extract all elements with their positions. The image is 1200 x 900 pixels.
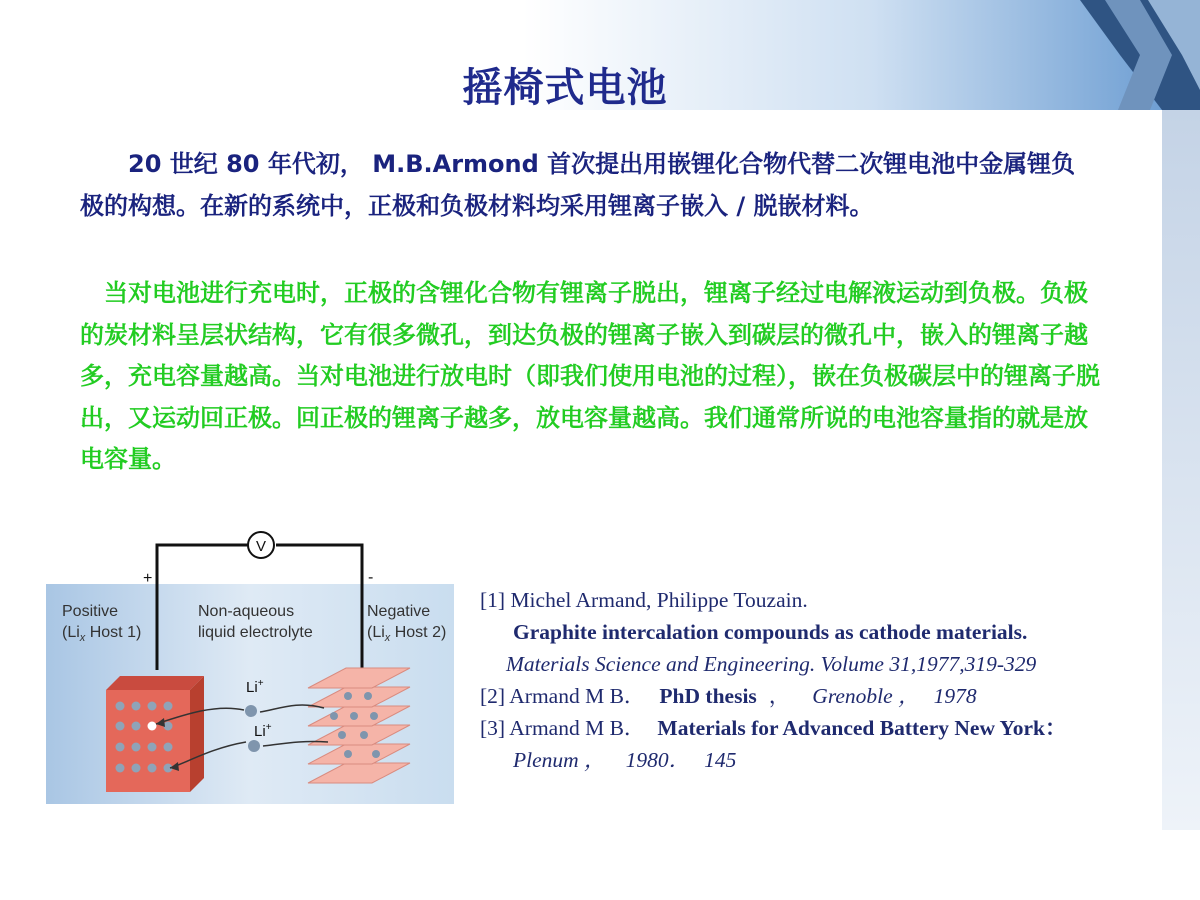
lithium-ion <box>248 740 260 752</box>
lithium-ion <box>245 705 257 717</box>
negative-host-label: ($Li_x$ Host 2) <box>367 624 447 644</box>
voltmeter-label: V <box>255 538 267 555</box>
references-list <box>480 584 1200 776</box>
ion-label-1: Li+ <box>246 678 264 696</box>
reference-1-title: Graphite intercalation compounds as cathode materials. <box>513 620 1028 644</box>
electrolyte-label-2: liquid electrolyte <box>198 624 313 641</box>
positive-label: Positive <box>62 603 119 620</box>
reference-3-publisher: Plenum ， 1980． 145 <box>513 748 737 772</box>
reference-2: [2] Armand M B． PhD thesis ， Grenoble ， 1978 <box>480 684 977 708</box>
charge-discharge-paragraph: 当对电池进行充电时，正极的含锂化合物有锂离子脱出，锂离子经过电解液运动到负极。负极的炭材料呈层状结构，它有很多微孔，到达负极的锂离子嵌入到碳层的微孔中，嵌入的锂离子越多，充电容量越高。当对电池进行放电时（即我们使用电池的过程），嵌在负极碳层中的锂离子脱出，又运动回正极。回正极的锂离子越多，放电容量越高。我们通常所说的电池容量指的就是放电容量。 <box>80 279 1100 473</box>
reference-1-authors: [1] Michel Armand, Philippe Touzain. <box>480 588 808 612</box>
minus-sign: - <box>368 569 374 586</box>
page-title: 摇椅式电池 <box>462 65 668 111</box>
battery-diagram <box>46 528 458 804</box>
electrolyte-label-1: Non-aqueous <box>198 603 295 620</box>
reference-1-source: Materials Science and Engineering. Volume 31,1977,319-329 <box>506 652 1037 676</box>
reference-3: [3] Armand M B． Materials for Advanced Battery New York： <box>480 716 1067 740</box>
intro-paragraph: 20 世纪 80 年代初， M.B.Armond 首次提出用嵌锂化合物代替二次锂电池中金属锂负极的构想。在新的系统中，正极和负极材料均采用锂离子嵌入 / 脱嵌材料。 <box>80 150 1076 220</box>
plus-sign: + <box>143 570 153 587</box>
positive-host-label: ($Li_x$ Host 1) <box>62 624 142 644</box>
positive-electrode <box>106 676 204 792</box>
negative-label: Negative <box>367 603 431 620</box>
ion-label-2: Li+ <box>254 722 272 740</box>
